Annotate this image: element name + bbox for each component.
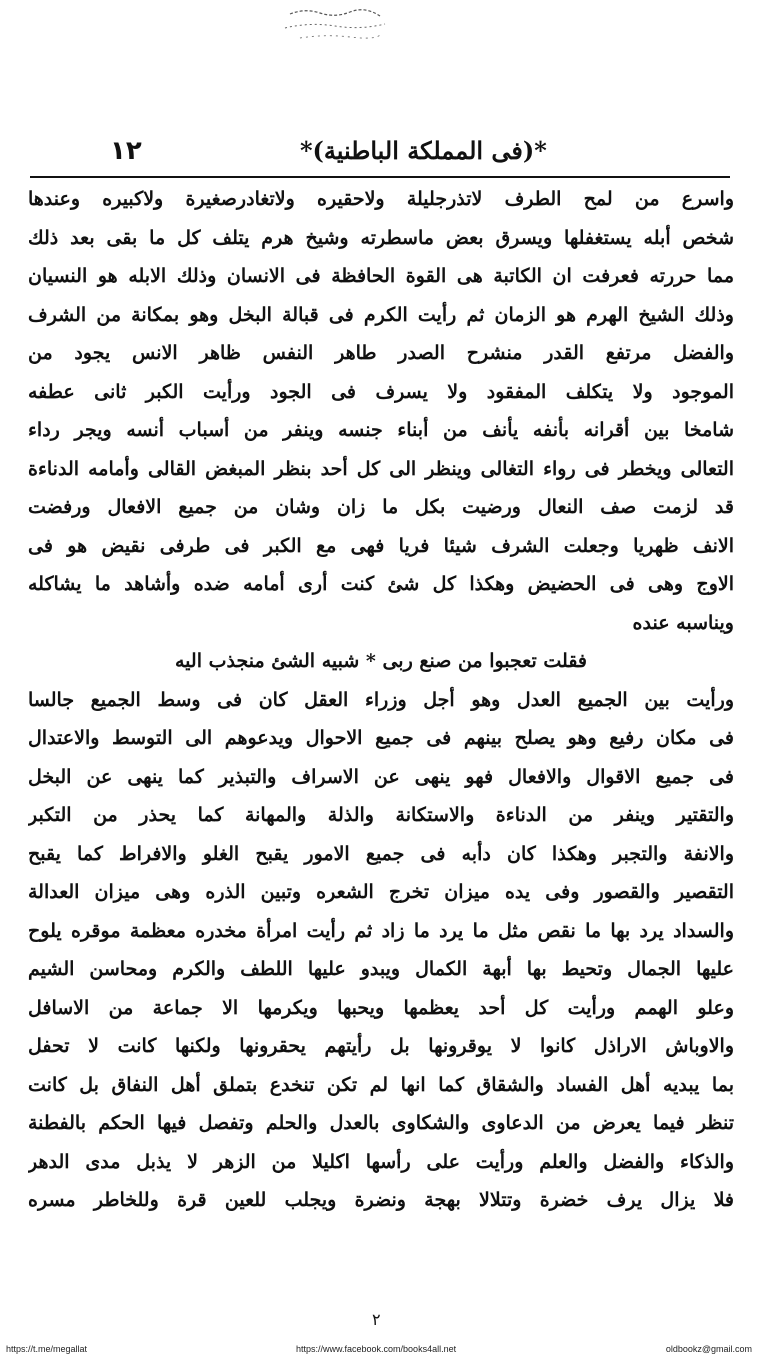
footer-telegram-link[interactable]: https://t.me/megallat [6, 1344, 88, 1354]
text-line: الاوج وهى فى الحضيض وهكذا كل شئ كنت أرى أمامه ضده وأشاهد ما يشاكله [28, 573, 734, 595]
text-line: والانفة والتجبر وهكذا كان دأبه فى جميع الامور يقبح الغلو والافراط كما يقبح [28, 842, 734, 865]
text-line: والسداد يرد بها ما نقص مثل ما يرد ما زاد ثم رأيت امرأة مخدره معظمة موقره يلوح [28, 919, 734, 942]
folio-mark: ٢ [372, 1310, 381, 1329]
text-line: ويناسبه عنده [632, 611, 734, 634]
text-line: التقصير والقصور وفى يده ميزان تخرج الشعره وتبين الذره وهى ميزان العدالة [28, 881, 734, 903]
page-header [70, 132, 710, 176]
verse-line: فقلت تعجبوا من صنع ربى * شبيه الشئ منجذب اليه [174, 650, 588, 672]
text-line: ورأيت بين الجميع العدل وهو أجل وزراء العقل كان فى وسط الجميع جالسا [28, 688, 734, 711]
text-line: شامخا بين أقرانه بأنفه يأنف من أبناء جنسه وينفر من أسباب أنسه ويجر رداء [28, 419, 734, 441]
text-line: وعلو الهمم ورأيت كل أحد يعظمها ويحبها ويكرمها الا جماعة من الاسافل [28, 996, 734, 1019]
text-line: بما يبديه أهل الفساد والشقاق كما انها لم تكن تنخدع بتملق أهل النفاق بل كانت [28, 1073, 734, 1096]
text-line: فى جميع الاقوال والافعال فهو ينهى عن الاسراف والتبذير كما ينهى عن البخل [28, 765, 734, 788]
text-line: فى مكان رفيع وهو يصلح بينهم فى جميع الاحوال ويدعوهم الى التوسط والاعتدال [28, 727, 734, 749]
running-title: *(فى المملكة الباطنية)* [300, 136, 547, 165]
text-line: التعالى ويخطر فى رواء التغالى وينظر الى كل أحد بنظر المبغض القالى وأمامه الدناءة [28, 457, 734, 480]
footer-bar [0, 1340, 762, 1360]
body-text [28, 180, 734, 1220]
text-line: والفضل مرتفع القدر منشرح الصدر طاهر النفس ظاهر الانس يجود من [28, 342, 734, 364]
header-rule [30, 176, 730, 178]
footer-facebook-link[interactable]: https://www.facebook.com/books4all.net [296, 1344, 457, 1354]
text-line: الموجود ولا يتكلف المفقود ولا يسرف فى الجود ورأيت الكبر ثانى عطفه [28, 380, 734, 403]
text-line: والاوباش الاراذل كانوا لا يوقرونها بل رأيتهم يحقرونها ولكنها كانت لا تحفل [28, 1035, 734, 1057]
text-line: والذكاء والفضل والعلم ورأيت على رأسها اكليلا من الزهر لا يذبل مدى الدهر [28, 1150, 734, 1173]
ink-scribble-mark [280, 4, 390, 44]
text-line: واسرع من لمح الطرف لاتذرجليلة ولاحقيره ولاتغادرصغيرة ولاكبيره وعندها [28, 188, 734, 210]
text-line: قد لزمت صف النعال ورضيت بكل ما زان وشان من جميع الافعال ورفضت [28, 496, 734, 518]
text-line: عليها الجمال وتحيط بها أبهة الكمال ويبدو عليها اللطف والكرم ومحاسن الشيم [28, 958, 734, 980]
text-line: الانف ظهريا وجعلت الشرف شيئا فريا فهى مع الكبر فى طرفى نقيض هو فى [28, 534, 734, 557]
text-line: والتقتير وينفر من الدناءة والاستكانة والذلة والمهانة كما يحذر من التكبر [28, 804, 734, 826]
text-line: تنظر فيما يعرض من الدعاوى والشكاوى بالعدل والحلم وتفصل فيها الحكم بالفطنة [28, 1112, 734, 1134]
footer-email-link[interactable]: oldbookz@gmail.com [665, 1344, 752, 1354]
text-line: مما حررته فعرفت ان الكاتبة هى القوة الحافظة فى الانسان وذلك الابله هو النسيان [28, 265, 734, 287]
text-line: شخص أبله يستغفلها ويسرق بعض ماسطرته وشيخ هرم يتلف كل ما بقى بعد ذلك [28, 226, 734, 249]
text-line: فلا يزال يرف خضرة وتتلالا بهجة ونضرة ويجلب للعين قرة وللخاطر مسره [28, 1189, 734, 1211]
page-number: ١٢ [110, 136, 142, 166]
text-line: وذلك الشيخ الهرم هو الزمان ثم رأيت الكرم فى قبالة البخل وهو بمكانة من الشرف [28, 303, 734, 326]
